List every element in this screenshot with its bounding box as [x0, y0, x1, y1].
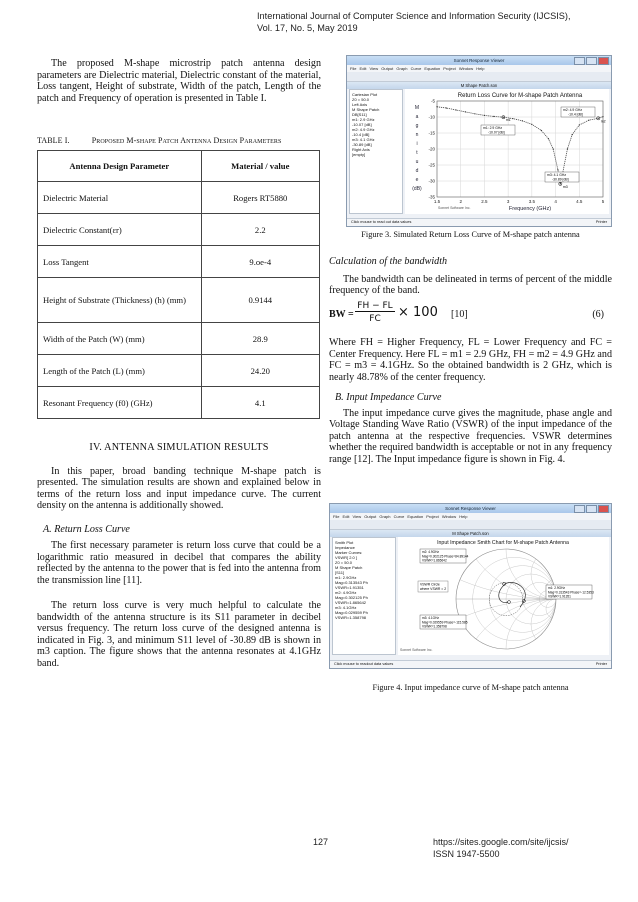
- window-title: Sonnet Response Viewer: [453, 58, 505, 63]
- panel-line: Mag=0.302125 Ph: [335, 595, 368, 600]
- x-tick-label: 2.5: [481, 199, 488, 204]
- y-axis-label-letter: t: [416, 150, 418, 156]
- table-cell-param: Resonant Frequency (f0) (GHz): [38, 387, 202, 419]
- journal-header: [257, 10, 571, 34]
- design-parameters-table: [37, 150, 320, 419]
- x-tick-label: 5: [601, 199, 605, 204]
- minimize-button[interactable]: [574, 57, 585, 65]
- marker-box-text: m3: 4.1GHz: [422, 616, 440, 621]
- bandwidth-equation: [329, 301, 612, 327]
- marker-box-text: VSWR=1.358798: [422, 624, 447, 629]
- panel-line: m2: 4.9GHz: [335, 590, 357, 595]
- data-point: [567, 148, 568, 149]
- data-point: [602, 116, 603, 117]
- y-tick-label: -25: [428, 162, 435, 168]
- close-button[interactable]: [598, 57, 609, 65]
- marker-box-text: VSWR=1.865642: [422, 558, 447, 563]
- data-point: [436, 106, 437, 107]
- data-point: [522, 120, 523, 121]
- vswr-legend-text: VSWR Circle: [420, 582, 440, 587]
- figure-3-window: [346, 55, 612, 227]
- intro-paragraph-block: [37, 58, 321, 104]
- panel-line: Cartesian Plot: [352, 92, 378, 97]
- panel-line: -10.4 [dB]: [352, 132, 370, 137]
- y-axis-label-letter: e: [415, 177, 419, 183]
- table-row: [38, 387, 320, 419]
- simulation-section: [37, 442, 321, 669]
- y-tick-label: -5: [430, 98, 435, 104]
- data-point: [598, 118, 599, 119]
- panel-line: Z0 = 50.0: [352, 97, 370, 102]
- vendor-label: Sonnet Software Inc.: [438, 206, 471, 210]
- panel-line: Smith Plot: [335, 540, 354, 545]
- panel-line: Impedance: [335, 545, 355, 550]
- y-axis-label-letter: d: [415, 168, 419, 174]
- status-text: Click mouse to read out data values: [351, 220, 412, 224]
- panel-line: m1: 2.9GHz: [335, 575, 357, 580]
- figure-4-window: [329, 503, 612, 669]
- data-point: [474, 113, 475, 114]
- table-row: [38, 214, 320, 246]
- panel-line: Mag=0.029559 Ph: [335, 610, 368, 615]
- y-tick-label: -35: [428, 194, 435, 200]
- section-heading: IV. ANTENNA SIMULATION RESULTS: [89, 442, 269, 453]
- marker-box-text: m2: 4.9GHz: [422, 550, 440, 555]
- page-number: 127: [313, 837, 329, 847]
- bw-label: BW =: [329, 309, 354, 320]
- journal-header-line1: International Journal of Computer Science and Information Security (IJCSIS),: [257, 11, 571, 21]
- marker-panel-lines: [335, 540, 393, 620]
- y-axis-label-letter: a: [415, 114, 419, 120]
- table-cell-param: Length of the Patch (L) (mm): [38, 355, 202, 387]
- marker-box-text: -10.4 [dB]: [568, 112, 583, 117]
- impedance-paragraph: The input impedance curve gives the magnitude, phase angle and Voltage Standing Wave Ratio (VSWR) of the input impedance of the patch antenna at the respective frequencies. VSWR determines whether the required bandwidth is acceptable or not in any frequency range [12]. The Input impedance figure is shown in Fig. 4.: [329, 407, 612, 465]
- return-loss-paragraph-1: The first necessary parameter is return loss curve that could be a logarithmic ratio measured in decibel that compares the ability reflected by the antenna to the power that is fed into the antenna from the transmission line [11].: [37, 540, 321, 586]
- panel-line: m3: 4.1 GHz: [352, 137, 375, 142]
- table-header-row: [38, 151, 320, 182]
- data-point: [455, 109, 456, 110]
- y-axis-label-letter: i: [416, 141, 418, 147]
- table-cell-value: 2.2: [201, 214, 319, 246]
- panel-line: VSWR=1.358798: [335, 615, 367, 620]
- return-loss-chart[interactable]: [405, 89, 609, 214]
- table-row: [38, 246, 320, 278]
- data-point: [579, 124, 580, 125]
- y-tick-label: -10: [428, 114, 435, 120]
- x-tick-label: 1.5: [433, 199, 441, 204]
- data-point: [557, 169, 558, 170]
- y-axis-label-letter: u: [415, 159, 419, 165]
- marker-label-m1: m1: [505, 118, 511, 123]
- data-point: [465, 111, 466, 112]
- data-point: [493, 116, 494, 117]
- bw-numerator: FH − FL: [355, 301, 395, 312]
- marker-box-text: m1: 2.9 GHz: [483, 126, 503, 130]
- bw-ref: [10]: [451, 309, 468, 320]
- table-cell-param: Dielectric Constant(εr): [38, 214, 202, 246]
- subsection-heading-a: A. Return Loss Curve: [43, 523, 130, 535]
- y-axis-label-letter: M: [414, 105, 420, 111]
- x-tick-label: 3: [506, 199, 510, 204]
- table-cell-param: Loss Tangent: [38, 246, 202, 278]
- table-caption: [37, 136, 281, 145]
- panel-line: Left Axis: [352, 102, 368, 107]
- calc-paragraph: The bandwidth can be delineated in terms of percent of the middle frequency of the band.: [329, 273, 612, 296]
- bandwidth-section: [329, 256, 612, 297]
- footer-url[interactable]: https://sites.google.com/site/ijcsis/: [433, 837, 569, 847]
- panel-line: VSWR=1.91351: [335, 585, 364, 590]
- table-cell-value: Rogers RT5880: [201, 182, 319, 214]
- data-point: [541, 130, 542, 131]
- vswr-legend: [418, 581, 448, 592]
- marker-box-text: Mag=0.029559 Phase=-115.585: [422, 620, 468, 625]
- bandwidth-explanation: [329, 337, 612, 465]
- equation-number: (6): [592, 309, 604, 320]
- data-point: [531, 124, 532, 125]
- data-point: [512, 118, 513, 119]
- data-point: [503, 117, 504, 118]
- table-cell-value: 9.oe-4: [201, 246, 319, 278]
- panel-line: -30.89 [dB]: [352, 142, 372, 147]
- data-point: [548, 138, 549, 139]
- vendor-label: Sonnet Software Inc.: [400, 648, 433, 652]
- panel-line: Mag=0.313543 Ph: [335, 580, 368, 585]
- panel-line: Z0 = 50.0: [335, 560, 353, 565]
- panel-line: m2: 4.9 GHz: [352, 127, 375, 132]
- data-point: [572, 134, 573, 135]
- data-point: [484, 115, 485, 116]
- vswr-legend-text: where VSWR = 2: [420, 587, 447, 591]
- table-row: [38, 278, 320, 323]
- data-point: [553, 148, 554, 149]
- minimize-button[interactable]: [574, 505, 585, 513]
- marker-label-m3: m3: [562, 184, 568, 189]
- table-cell-param: Width of the Patch (W) (mm): [38, 323, 202, 355]
- table-cell-value: 4.1: [201, 387, 319, 419]
- x-tick-label: 2: [459, 199, 462, 204]
- table-header-cell: Antenna Design Parameter: [38, 151, 202, 182]
- inner-window-title: M Shape Patch.son: [330, 530, 611, 537]
- y-tick-label: -30: [428, 178, 435, 184]
- footer-issn: ISSN 1947-5500: [433, 849, 500, 859]
- close-button[interactable]: [598, 505, 609, 513]
- panel-line: VSWR[ 2.0 ]: [335, 555, 358, 560]
- table-title: Proposed M-shape Patch Antenna Design Parameters: [91, 136, 282, 145]
- toolbar[interactable]: [347, 72, 611, 82]
- x-axis-label: Frequency (GHz): [508, 206, 552, 212]
- y-tick-label: -20: [428, 146, 435, 152]
- table-row: [38, 182, 320, 214]
- window-titlebar: [330, 504, 611, 513]
- subsection-heading-b: B. Input Impedance Curve: [335, 392, 442, 403]
- maximize-button[interactable]: [586, 57, 597, 65]
- table-cell-value: 24.20: [201, 355, 319, 387]
- table-cell-param: Dielectric Material: [38, 182, 202, 214]
- marker-label-m2: m2: [600, 119, 606, 124]
- where-paragraph: Where FH = Higher Frequency, FL = Lower Frequency and FC = Center Frequency. Here FL = m1 = 2.9 GHz, FH = m2 = 4.9 GHz and FC = m3 = 4.1GHz. So the obtained bandwidth is 2 GHz, which is nearly 48.78% of the center frequency.: [329, 337, 612, 383]
- data-point: [588, 120, 589, 121]
- maximize-button[interactable]: [586, 505, 597, 513]
- status-bar: [347, 218, 611, 226]
- marker-box-text: Mag=0.313543 Phase=-12.5353: [548, 590, 594, 595]
- marker-box-text: m1: 2.9GHz: [548, 586, 566, 591]
- table-label: TABLE I.: [37, 136, 70, 145]
- panel-line: DB[S11]: [352, 112, 367, 117]
- curve-panel-lines: [352, 92, 400, 157]
- table-row: [38, 355, 320, 387]
- marker-box-text: -10.07 [dB]: [488, 130, 505, 135]
- marker-box-text: -30.89 [dB]: [552, 177, 569, 182]
- panel-line: VSWR=1.865642: [335, 600, 367, 605]
- table-header-cell: Material / value: [201, 151, 319, 182]
- panel-line: [S11]: [335, 570, 345, 575]
- panel-line: Marker Curves:: [335, 550, 363, 555]
- data-point: [446, 107, 447, 108]
- y-axis-label-letter: n: [415, 132, 419, 138]
- table-cell-value: 0.9144: [201, 278, 319, 323]
- marker-panel[interactable]: [332, 537, 396, 655]
- status-bar: [330, 660, 611, 668]
- toolbar[interactable]: [330, 520, 611, 530]
- section-paragraph: In this paper, broad banding technique M-shape patch is presented. The simulation results are shown and explained below in terms of the return loss and input impedance curve. The current density on the antenna is additionally showed.: [37, 465, 321, 511]
- window-titlebar: [347, 56, 611, 65]
- x-tick-label: 3.5: [528, 199, 535, 204]
- panel-line: M Shape Patch: [352, 107, 380, 112]
- marker-box-text: m2: 4.9 GHz: [563, 108, 583, 112]
- chart-title: Input Impedance Smith Chart for M-shape Patch Antenna: [437, 540, 569, 546]
- window-title: Sonnet Response Viewer: [445, 506, 496, 511]
- status-right: Printer: [595, 662, 607, 666]
- y-axis-label-letter: g: [415, 123, 419, 129]
- data-point: [560, 183, 561, 184]
- return-loss-paragraph-2: The return loss curve is very much helpful to calculate the bandwidth of the antenna structure is its S11 parameter in decibel versus frequency. The return loss curve of the designed antenna is indicated in Fig. 3, and minimum S11 level of -30.89 dB is shown in m3 caption. The figure shows that the antenna resonates at 4.1GHz band.: [37, 600, 321, 669]
- status-text: Click mouse to readout data values: [334, 662, 394, 666]
- menu-bar[interactable]: File Edit View Output Graph Curve Equation Project Window Help: [330, 513, 611, 520]
- panel-line: -10.07 [dB]: [352, 122, 372, 127]
- smith-chart[interactable]: [398, 537, 609, 655]
- calc-heading: Calculation of the bandwidth: [329, 256, 448, 267]
- table-row: [38, 323, 320, 355]
- x-tick-label: 4.5: [576, 199, 583, 204]
- bw-times: × 100: [398, 305, 438, 320]
- status-right: Printer: [595, 220, 607, 224]
- marker-box-text: m3: 4.1 GHz: [547, 173, 567, 177]
- panel-line: m1: 2.9 GHz: [352, 117, 375, 122]
- figure-3-caption: Figure 3. Simulated Return Loss Curve of M-shape patch antenna: [361, 230, 580, 239]
- menu-bar[interactable]: File Edit View Output Graph Curve Equation Project Window Help: [347, 65, 611, 72]
- intro-paragraph: The proposed M-shape microstrip patch antenna design parameters are Dielectric material, Dielectric constant of the material, Loss tangent, Height of substrate, Width of the patch, Length of the patch and Frequency of operation is presented in Table I.: [37, 58, 321, 104]
- marker-box-text: VSWR=1.91351: [548, 594, 571, 599]
- panel-line: M Shape Patch: [335, 565, 363, 570]
- table-cell-value: 28.9: [201, 323, 319, 355]
- bw-denominator: FC: [369, 314, 381, 324]
- y-axis-label-letter: (dB): [412, 186, 422, 192]
- y-tick-label: -15: [428, 130, 435, 136]
- inner-window-title: M Shape Patch.son: [347, 82, 611, 89]
- chart-title: Return Loss Curve for M-shape Patch Antenna: [457, 93, 583, 99]
- journal-header-line2: Vol. 17, No. 5, May 2019: [257, 23, 358, 33]
- table-cell-param: Height of Substrate (Thickness) (h) (mm): [38, 278, 202, 323]
- marker-box-text: Mag=0.302125 Phase=84.89144: [422, 554, 469, 559]
- panel-line: Right Axis: [352, 147, 370, 152]
- figure-4-caption: Figure 4. Input impedance curve of M-shape patch antenna: [372, 683, 569, 692]
- curve-panel[interactable]: [349, 89, 403, 214]
- panel-line: [empty]: [352, 152, 366, 157]
- x-tick-label: 4: [554, 199, 557, 204]
- panel-line: m3: 4.1GHz: [335, 605, 357, 610]
